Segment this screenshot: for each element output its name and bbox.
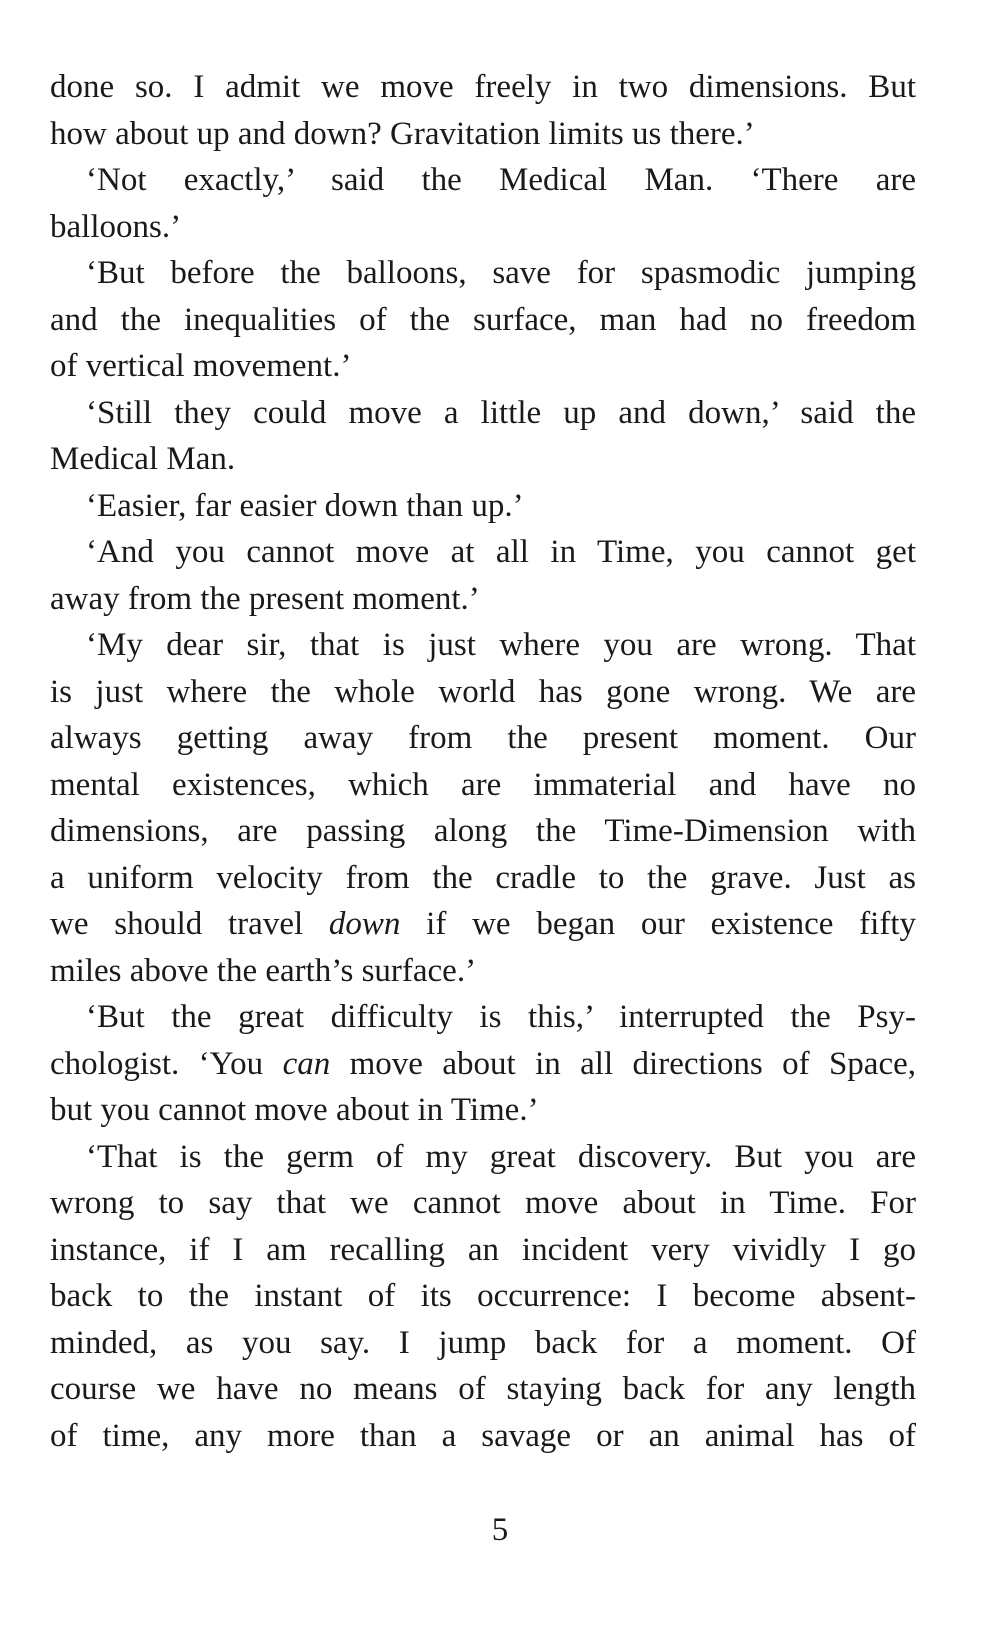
text-line: ‘Still they could move a little up and down,’ said the (86, 394, 916, 431)
text-line: done so. I admit we move freely in two dimensions. But (50, 69, 916, 105)
body-text (50, 64, 916, 1459)
text-segment: chologist. ‘You (50, 1045, 283, 1082)
text-line: back to the instant of its occurrence: I become absent- (50, 1278, 916, 1314)
text-line: ‘That is the germ of my great discovery. But you are (86, 1138, 916, 1175)
text-line: wrong to say that we cannot move about in Time. For (50, 1185, 916, 1221)
text-line (50, 1041, 916, 1088)
page-number: 5 (491, 1512, 509, 1548)
text-line: away from the present moment.’ (50, 580, 480, 617)
text-line: always getting away from the present moment. Our (50, 720, 916, 756)
italic-word: down (328, 906, 401, 942)
italic-word: can (282, 1045, 331, 1082)
text-segment: if we began our existence fifty (400, 906, 916, 942)
text-line: but you cannot move about in Time.’ (50, 1092, 539, 1128)
text-line: how about up and down? Gravitation limits us there.’ (50, 115, 755, 152)
text-line: ‘Easier, far easier down than up.’ (86, 487, 524, 524)
text-line: miles above the earth’s surface.’ (50, 952, 477, 989)
text-line: of time, any more than a savage or an animal has of (50, 1417, 916, 1454)
text-line: ‘But the great difficulty is this,’ interrupted the Psy- (86, 999, 916, 1035)
text-line: mental existences, which are immaterial and have no (50, 766, 916, 803)
text-line: a uniform velocity from the cradle to the grave. Just as (50, 859, 916, 896)
text-line: course we have no means of staying back for any length (50, 1371, 916, 1407)
text-line (50, 901, 916, 948)
text-segment: we should travel (50, 906, 329, 942)
text-line: and the inequalities of the surface, man had no freedom (50, 301, 916, 338)
text-line: ‘And you cannot move at all in Time, you cannot get (86, 534, 916, 570)
text-segment: move about in all directions of Space, (330, 1045, 916, 1082)
text-line: ‘Not exactly,’ said the Medical Man. ‘There are (86, 162, 916, 198)
text-line: balloons.’ (50, 208, 182, 245)
text-line: minded, as you say. I jump back for a moment. Of (50, 1324, 916, 1361)
text-line: ‘But before the balloons, save for spasmodic jumping (86, 255, 916, 291)
text-line: instance, if I am recalling an incident very vividly I go (50, 1231, 916, 1268)
text-line: Medical Man. (50, 441, 236, 477)
text-line: dimensions, are passing along the Time-Dimension with (50, 813, 916, 849)
text-line: is just where the whole world has gone wrong. We are (50, 673, 916, 710)
text-line: of vertical movement.’ (50, 348, 352, 384)
text-line: ‘My dear sir, that is just where you are wrong. That (86, 627, 916, 663)
